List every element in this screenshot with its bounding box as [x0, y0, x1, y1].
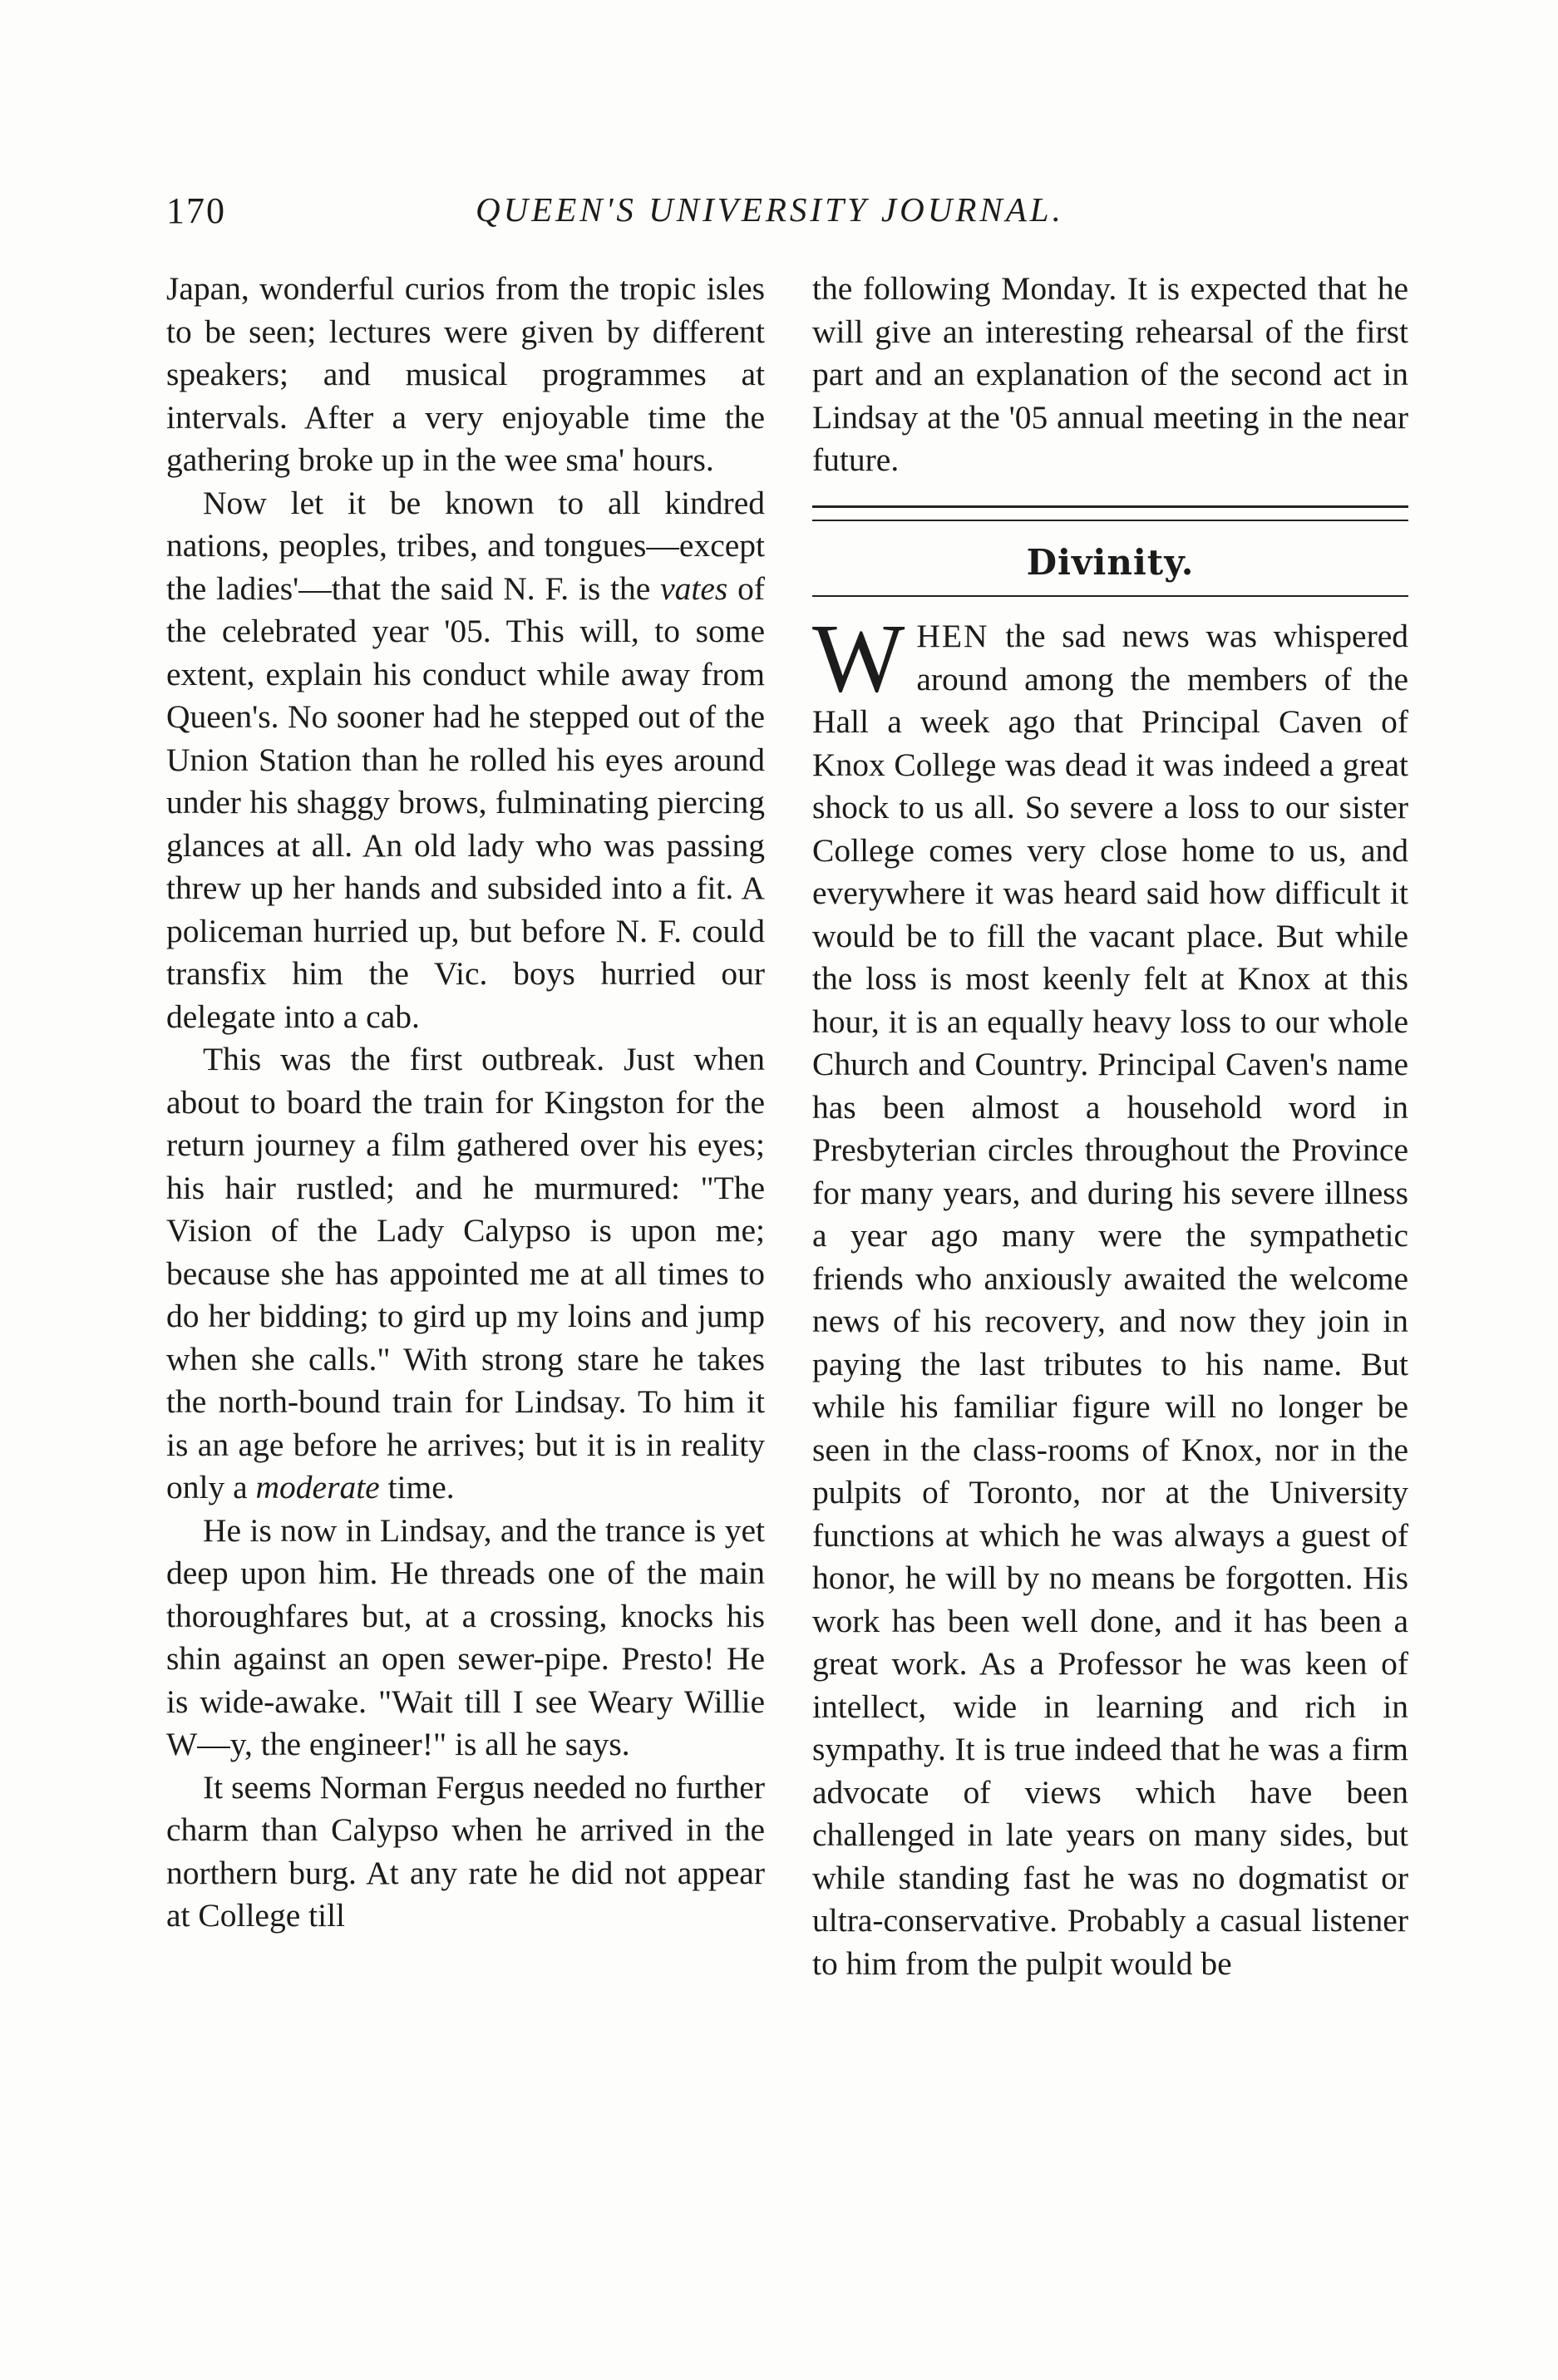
- italic-text: vates: [660, 569, 728, 607]
- text-run: time.: [379, 1469, 455, 1505]
- rule-divider: [812, 595, 1408, 597]
- text-run: the sad news was whispered around among the members of the Hall a week ago that Principal Caven of Knox College was dead it was indeed a great shock to us all. So severe a loss to our sister College comes very close home to us, and everywhere it was heard said how difficult it would be to fill the vacant place. But while the loss is most keenly felt at Knox at this hour, it is an equally heavy loss to our whole Church and Country. Principal Caven's name has been almost a household word in Presbyterian circles throughout the Province for many years, and during his severe illness a year ago many were the sympathetic friends who anxiously awaited the welcome news of his recovery, and now they join in paying the last tributes to his name. But while his familiar figure will no longer be seen in the class-rooms of Knox, nor in the pulpits of Toronto, nor at the University functions at which he was always a guest of honor, he will by no means be forgotten. His work has been well done, and it has been a great work. As a Professor he was keen of intellect, wide in learning and rich in sympathy. It is true indeed that he was a firm advocate of views which have been challenged in late years on many sides, but while standing fast he was no dogmatist or ultra-conservative. Probably a casual listener to him from the pulpit would be: [812, 618, 1408, 1982]
- running-title: QUEEN'S UNIVERSITY JOURNAL.: [476, 190, 1064, 229]
- text-run: of the celebrated year '05. This will, to some extent, explain his conduct while away from Queen's. No sooner had he stepped out of the Union Station than he rolled his eyes around under his shaggy brows, fulminating piercing glances at all. An old lady who was passing threw up her hands and subsided into a fit. A policeman hurried up, but before N. F. could transfix him the Vic. boys hurried our delegate into a cab.: [166, 569, 766, 1035]
- drop-cap: W: [812, 604, 905, 712]
- paragraph: He is now in Lindsay, and the trance is yet deep upon him. He threads one of the main thoroughfares but, at a crossing, knocks his shin against an open sewer-pipe. Presto! He is wide-awake. "Wait till I see Weary Willie W—y, the engineer!" is all he says.: [166, 1511, 765, 1762]
- text-run: This was the first outbreak. Just when about to board the train for Kingston for the return journey a film gathered over his eyes; his hair rustled; and he murmured: "The Vision of the Lady Calypso is upon me; because she has appointed me at all times to do her bidding; to gird up my loins and jump when she calls." With strong stare he takes the north-bound train for Lindsay. To him it is an age before he arrives; but it is in reality only a: [166, 1041, 765, 1505]
- page-header: [166, 190, 1413, 239]
- paragraph: Japan, wonderful curios from the tropic isles to be seen; lectures were given by different speakers; and musical programmes at intervals. After a very enjoyable time the gathering broke up in the wee sma' hours.: [166, 270, 765, 478]
- text-run: Now let it be known to all kindred nations, peoples, tribes, and tongues—except the ladies'—that the said N. F. is the: [166, 484, 765, 607]
- double-rule-divider: [812, 505, 1408, 521]
- paragraph: [166, 1038, 765, 1510]
- paragraph: [812, 604, 1408, 1985]
- lead-caps: HEN: [916, 618, 989, 654]
- paragraph: It seems Norman Fergus needed no further charm than Calypso when he arrived in the northern burg. At any rate he did not appear at College till: [166, 1768, 765, 1934]
- section-heading: Divinity.: [1026, 541, 1195, 583]
- paragraph: [166, 482, 765, 1039]
- page-number: 170: [166, 190, 226, 231]
- paragraph: the following Monday. It is expected that he will give an interesting rehearsal of the first part and an explanation of the second act in Lindsay at the '05 annual meeting in the near future.: [812, 270, 1408, 478]
- left-column: [166, 268, 765, 1938]
- right-column: [812, 268, 1408, 1985]
- italic-text: moderate: [255, 1469, 380, 1505]
